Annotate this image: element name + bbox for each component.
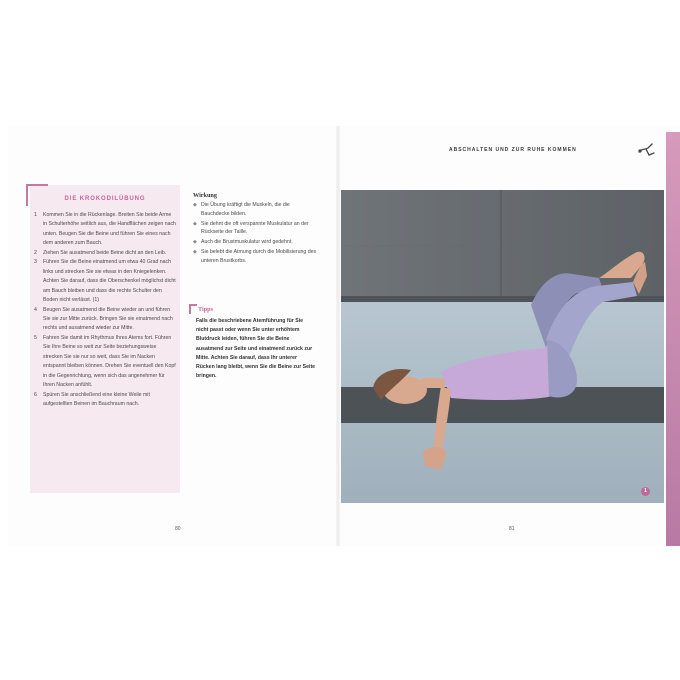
- tips-heading: Tipps: [198, 306, 214, 313]
- book-gutter: [336, 126, 340, 546]
- step-number: 1: [34, 212, 37, 218]
- step-item: [34, 249, 176, 258]
- effects-heading: Wirkung: [193, 192, 217, 199]
- step-item: [34, 391, 176, 410]
- chapter-title: ABSCHALTEN UND ZUR RUHE KOMMEN: [449, 147, 577, 153]
- step-text: Fahren Sie damit im Rhythmus Ihres Atems fort. Führen Sie Ihre Beine so weit zur Seite beziehungsweise strecken Sie sie nur so weit, dass Sie im Nacken entspannt bleiben können. Drehen Sie eventuell den Kopf in die Gegenrichtung, wenn sich das angenehmer für Ihren Nacken anfühlt.: [43, 334, 176, 389]
- box-corner-mark: [26, 184, 48, 186]
- yoga-figure-icon: [636, 140, 656, 160]
- bullet-icon: ◆: [193, 202, 197, 208]
- step-text: Beugen Sie ausatmend die Beine wieder an und führen Sie sie zur Mitte zurück. Bringen Sie sie einatmend nach rechts und ausatmend wieder zur Mitte.: [43, 306, 173, 332]
- effect-bullet: [193, 248, 318, 265]
- badge-number: 1: [644, 488, 647, 494]
- chapter-color-tab: [666, 132, 680, 546]
- step-item: [34, 306, 176, 334]
- effect-bullet: [193, 238, 318, 247]
- step-number: 4: [34, 306, 37, 313]
- step-item: [34, 334, 176, 391]
- step-item: [34, 211, 176, 249]
- bullet-icon: ◆: [193, 220, 197, 227]
- effect-text: Auch die Brustmuskulatur wird gedehnt.: [201, 239, 293, 246]
- tips-corner-mark: [189, 304, 191, 314]
- step-text: Kommen Sie in die Rückenlage. Breiten Sie beide Arme in Schulterhöhe seitlich aus, die Handflächen zeigen nach unten. Beugen Sie die Beine und führen Sie eines nach dem anderen zum Bauch.: [43, 212, 176, 247]
- step-item: [34, 258, 176, 305]
- effect-text: Sie belebt die Atmung durch die Mobilisierung des unteren Brustkorbs.: [201, 249, 317, 265]
- photo-step-badge: [641, 487, 650, 496]
- effects-section: [193, 192, 318, 267]
- box-corner-mark: [26, 184, 28, 206]
- tips-text: Falls die beschriebene Atemführung für Sie nicht passt oder wenn Sie unter erhöhtem Blutdruck leiden, führen Sie die Beine ausatmend zur Seite und einatmend zurück zur Mitte. Achten Sie darauf, dass Ihr unterer Rücken lang bleibt, wenn Sie die Beine zur Seite bringen.: [196, 318, 316, 380]
- step-number: 6: [34, 391, 37, 398]
- page-number-right: 81: [509, 526, 515, 532]
- effect-bullet: [193, 201, 318, 218]
- exercise-steps: [34, 211, 176, 410]
- page-number-left: 80: [175, 526, 181, 532]
- step-text: Ziehen Sie ausatmend beide Beine dicht an den Leib.: [43, 249, 167, 256]
- effect-text: Sie dehnt die oft verspannte Muskulatur an der Rückseite der Taille.: [201, 220, 309, 236]
- step-number: 2: [34, 249, 37, 256]
- step-text: Spüren Sie anschließend eine kleine Weile mit aufgestellten Beinen im Bauchraum nach.: [43, 391, 150, 408]
- step-number: 5: [34, 334, 37, 341]
- effect-text: Die Übung kräftigt die Muskeln, die die Bauchdecke bilden.: [201, 202, 290, 217]
- step-number: 3: [34, 259, 37, 266]
- bullet-icon: ◆: [193, 249, 197, 256]
- tips-section: [196, 306, 316, 381]
- bullet-icon: ◆: [193, 239, 197, 246]
- exercise-title: DIE KROKODILÜBUNG: [64, 196, 146, 202]
- exercise-photo: [341, 190, 664, 503]
- effect-bullet: [193, 220, 318, 237]
- step-text: Führen Sie die Beine einatmend um etwa 40 Grad nach links und strecken Sie sie etwas in den Kniegelenken. Achten Sie darauf, dass die Oberschenkel möglichst dicht am Bauch bleiben und dass die rechte Schulter den Boden nicht verlässt. (1): [43, 259, 176, 304]
